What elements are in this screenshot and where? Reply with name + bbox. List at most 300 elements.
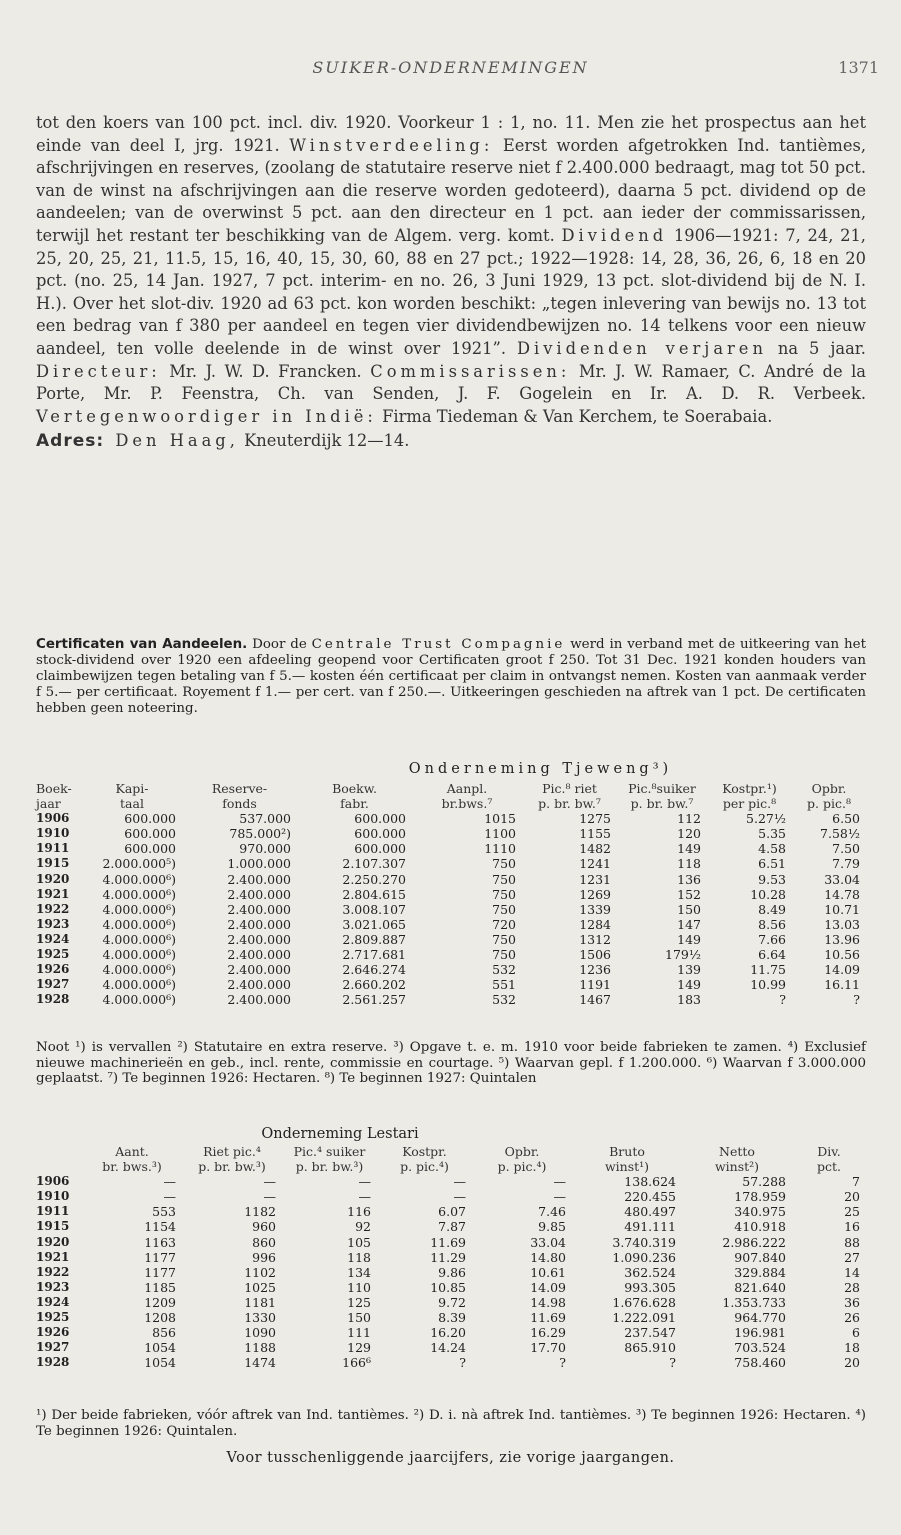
table-cell: 2.646.274	[342, 962, 406, 978]
table-cell: 1110	[484, 841, 516, 857]
table-cell: 14.80	[530, 1249, 566, 1265]
table-cell: 2.804.615	[342, 886, 406, 902]
table-cell: 36	[844, 1294, 860, 1310]
table-cell: 13.96	[824, 931, 860, 947]
column-header: Div.	[817, 1144, 841, 1159]
table-row	[36, 1250, 866, 1265]
table-cell: 4.58	[758, 841, 786, 857]
table-row	[36, 826, 866, 841]
table-cell: 551	[492, 977, 516, 993]
year-cell: 1921	[36, 1249, 70, 1264]
table-cell: 118	[347, 1249, 371, 1265]
year-cell: 1925	[36, 1310, 70, 1325]
table-cell: 7	[852, 1174, 860, 1190]
table-cell: 600.000	[124, 826, 176, 842]
table-cell: 1.222.091	[612, 1310, 676, 1326]
table-cell: 4.000.000⁶)	[102, 962, 176, 978]
table-cell: 750	[492, 886, 516, 902]
table-cell: 750	[492, 947, 516, 963]
table-cell: 2.561.257	[342, 992, 406, 1008]
table-cell: 1025	[244, 1279, 276, 1295]
year-cell: 1911	[36, 1204, 70, 1219]
label-directeur: Directeur:	[36, 361, 161, 381]
column-header: Boek-	[36, 781, 72, 796]
text-run: tot den koers van 100 pct. incl. div. 1920. Voorkeur 1 : 1, no. 11. Men zie het prospectus aan het einde van deel I, jrg. 1921.	[36, 113, 866, 155]
table-cell: 970.000	[239, 841, 291, 857]
label-vertegenwoordiger: Vertegenwoordiger in Indië:	[36, 406, 377, 426]
table-cell: 8.56	[758, 916, 786, 932]
year-cell: 1906	[36, 811, 70, 826]
table-cell: —	[358, 1174, 371, 1190]
table-cell: 1185	[144, 1279, 176, 1295]
table-cell: ?	[779, 992, 786, 1008]
table-cell: 14.09	[824, 962, 860, 978]
text-run: Eerst worden afgetrokken Ind. tantièmes, afschrijvingen en reserves, (zoolang de statutaire reserve niet f 2.400.000 bedraagt, mag tot 50 pct. van de winst na afschrijvingen aan die reserve worden gedoteerd), daarna 5 pct. dividend op de aandeelen; van de overwinst 5 pct. aan den directeur en 1 pct. aan ieder der commissarissen, terwijl het restant ter beschikking van de Algem. verg. komt.	[36, 135, 866, 245]
table-cell: 26	[844, 1310, 860, 1326]
table-cell: 27	[844, 1249, 860, 1265]
table2-notes	[36, 1408, 866, 1439]
table-cell: 11.29	[430, 1249, 466, 1265]
column-header: Aant.	[115, 1144, 149, 1159]
table-row	[36, 1174, 866, 1189]
year-cell: 1924	[36, 1294, 70, 1309]
table-row	[36, 1340, 866, 1355]
table-cell: 1231	[579, 871, 611, 887]
table-cell: 8.49	[758, 901, 786, 917]
table-cell: 1182	[244, 1204, 276, 1220]
table-row	[36, 856, 866, 871]
label-adres: Adres:	[36, 431, 105, 452]
table-cell: 3.740.319	[612, 1234, 676, 1250]
table-cell: 821.640	[734, 1279, 786, 1295]
table-row	[36, 1295, 866, 1310]
table1-notes	[36, 1040, 866, 1087]
table-cell: 13.03	[824, 916, 860, 932]
table1-group-header: Onderneming Tjeweng³)	[408, 761, 673, 777]
year-cell: 1926	[36, 1325, 70, 1340]
table-cell: 16	[844, 1219, 860, 1235]
column-header: fonds	[222, 796, 257, 812]
table-cell: 1474	[244, 1355, 276, 1371]
table-cell: 10.56	[824, 947, 860, 963]
table-cell: 120	[677, 826, 701, 842]
trust-company-name: Centrale Trust Compagnie	[311, 637, 566, 652]
column-header	[36, 1159, 82, 1174]
table-cell: 1275	[579, 811, 611, 827]
table2-title: Onderneming Lestari	[261, 1126, 419, 1142]
table-cell: 9.53	[758, 871, 786, 887]
table-cell: 553	[152, 1204, 176, 1220]
table-cell: 7.87	[438, 1219, 466, 1235]
table-body	[36, 1174, 866, 1370]
table-cell: 178.959	[734, 1189, 786, 1205]
table-cell: 152	[677, 886, 701, 902]
table-cell: 11.75	[750, 962, 786, 978]
table-cell: ?	[459, 1355, 466, 1371]
table-cell: 1100	[484, 826, 516, 842]
table-cell: 1269	[579, 886, 611, 902]
table-cell: 720	[492, 916, 516, 932]
year-cell: 1915	[36, 1219, 70, 1234]
table-row	[36, 947, 866, 962]
table-row	[36, 1310, 866, 1325]
page-number: 1371	[838, 58, 879, 77]
table-cell: 3.008.107	[342, 901, 406, 917]
year-cell: 1927	[36, 1340, 70, 1355]
table-cell: 237.547	[624, 1325, 676, 1341]
column-header: p. br. bw.⁷	[538, 796, 601, 812]
column-header: Netto	[719, 1144, 755, 1159]
table-cell: 2.986.222	[722, 1234, 786, 1250]
table-row	[36, 917, 866, 932]
column-header: Pic.⁸ riet	[542, 781, 597, 796]
year-cell: 1920	[36, 871, 70, 886]
table-cell: 785.000²)	[229, 826, 291, 842]
table-cell: 964.770	[734, 1310, 786, 1326]
year-cell: 1922	[36, 901, 70, 916]
table-cell: 6	[852, 1325, 860, 1341]
table-cell: 6.07	[438, 1204, 466, 1220]
table-cell: 25	[844, 1204, 860, 1220]
year-cell: 1910	[36, 826, 70, 841]
table-row	[36, 1204, 866, 1219]
table-cell: 11.69	[530, 1310, 566, 1326]
column-header: p. br. bw.³)	[198, 1159, 266, 1175]
year-cell: 1928	[36, 992, 70, 1007]
column-header: Pic.⁸suiker	[628, 781, 696, 796]
table-cell: 4.000.000⁶)	[102, 992, 176, 1008]
table-cell: 129	[347, 1340, 371, 1356]
table-cell: 2.400.000	[227, 871, 291, 887]
column-header: p. pic.⁴)	[497, 1159, 547, 1175]
column-header: Aanpl.	[446, 781, 488, 796]
table-cell: 4.000.000⁶)	[102, 947, 176, 963]
table-cell: 1506	[579, 947, 611, 963]
table-cell: 1312	[579, 931, 611, 947]
table-cell: 1330	[244, 1310, 276, 1326]
page-header	[0, 58, 901, 82]
table-cell: 600.000	[354, 811, 406, 827]
table-row	[36, 887, 866, 902]
table-cell: 2.809.887	[342, 931, 406, 947]
table-cell: 57.288	[742, 1174, 786, 1190]
table-cell: 11.69	[430, 1234, 466, 1250]
table-cell: 532	[492, 992, 516, 1008]
table-cell: 1154	[144, 1219, 176, 1235]
paragraph	[36, 637, 866, 717]
column-header: taal	[120, 796, 144, 812]
column-header: Opbr.	[504, 1144, 540, 1159]
table-cell: 134	[347, 1264, 371, 1280]
year-cell: 1925	[36, 947, 70, 962]
table-cell: 149	[677, 841, 701, 857]
table-cell: 2.400.000	[227, 931, 291, 947]
table-cell: —	[163, 1189, 176, 1205]
table-cell: 4.000.000⁶)	[102, 916, 176, 932]
table-cell: 116	[347, 1204, 371, 1220]
table-cell: 2.660.202	[342, 977, 406, 993]
table-lestari	[36, 1144, 866, 1370]
table-row	[36, 872, 866, 887]
table-cell: 9.72	[438, 1294, 466, 1310]
table-cell: 6.64	[758, 947, 786, 963]
table-row	[36, 1355, 866, 1370]
column-header: Kostpr.¹)	[722, 781, 777, 796]
table-header	[36, 781, 866, 811]
table-cell: 2.250.270	[342, 871, 406, 887]
table-row	[36, 1280, 866, 1295]
table-cell: 33.04	[530, 1234, 566, 1250]
column-header: p. br. bw.⁷	[630, 796, 694, 812]
table-cell: 1.000.000	[227, 856, 291, 872]
column-header: Riet pic.⁴	[203, 1144, 261, 1159]
table-cell: 136	[677, 871, 701, 887]
table-cell: —	[453, 1189, 466, 1205]
table-cell: 491.111	[624, 1219, 676, 1235]
footer-note: Voor tusschenliggende jaarcijfers, zie vorige jaargangen.	[226, 1450, 675, 1466]
header-row	[36, 781, 866, 796]
table-cell: 10.61	[530, 1264, 566, 1280]
table-body	[36, 811, 866, 1007]
table-cell: 10.71	[824, 901, 860, 917]
table-cell: 1482	[579, 841, 611, 857]
table-cell: —	[453, 1174, 466, 1190]
table-cell: —	[263, 1174, 276, 1190]
table-cell: 4.000.000⁶)	[102, 901, 176, 917]
company-description	[36, 112, 866, 453]
table-cell: 996	[252, 1249, 276, 1265]
table-cell: 183	[677, 992, 701, 1008]
table-cell: 1209	[144, 1294, 176, 1310]
table-cell: 1.090.236	[612, 1249, 676, 1265]
table-cell: 111	[347, 1325, 371, 1341]
label-dividenden: Dividenden verjaren	[516, 338, 767, 358]
table-cell: 112	[677, 811, 701, 827]
header-row	[36, 796, 866, 811]
table-cell: 118	[677, 856, 701, 872]
table-cell: 5.35	[758, 826, 786, 842]
table-cell: 7.66	[758, 931, 786, 947]
table-cell: 750	[492, 901, 516, 917]
column-header	[36, 1144, 82, 1159]
table-cell: 1.353.733	[722, 1294, 786, 1310]
certificates-title: Certificaten van Aandeelen.	[36, 637, 248, 652]
address-city: Den Haag,	[115, 431, 239, 451]
table-cell: 1188	[244, 1340, 276, 1356]
table-cell: 9.85	[538, 1219, 566, 1235]
table-row	[36, 1219, 866, 1234]
year-cell: 1922	[36, 1264, 70, 1279]
table-cell: 2.400.000	[227, 977, 291, 993]
running-title: SUIKER-ONDERNEMINGEN	[312, 58, 589, 77]
table-cell: 750	[492, 856, 516, 872]
table-cell: —	[163, 1174, 176, 1190]
table-cell: 1191	[579, 977, 611, 993]
table-cell: 16.29	[530, 1325, 566, 1341]
table-cell: 537.000	[239, 811, 291, 827]
column-header: Kostpr.	[402, 1144, 447, 1159]
table-cell: 16.20	[430, 1325, 466, 1341]
table-cell: 2.107.307	[342, 856, 406, 872]
year-cell: 1906	[36, 1174, 70, 1189]
table-cell: 5.27½	[746, 811, 786, 827]
year-cell: 1920	[36, 1234, 70, 1249]
table-cell: 2.400.000	[227, 947, 291, 963]
header-row	[36, 1159, 866, 1174]
table-cell: 150	[677, 901, 701, 917]
table-cell: 2.400.000	[227, 901, 291, 917]
paragraph	[36, 112, 866, 428]
table-row	[36, 1325, 866, 1340]
table-cell: 1155	[579, 826, 611, 842]
table-cell: 1181	[244, 1294, 276, 1310]
column-header: winst¹)	[604, 1159, 650, 1175]
table-cell: 993.305	[624, 1279, 676, 1295]
table-cell: 17.70	[530, 1340, 566, 1356]
table-cell: 1467	[579, 992, 611, 1008]
label-commissarissen: Commissarissen:	[370, 361, 571, 381]
table-cell: 750	[492, 931, 516, 947]
table-cell: 14	[844, 1264, 860, 1280]
column-header: Reserve-	[211, 781, 268, 796]
table-cell: 138.624	[624, 1174, 676, 1190]
year-cell: 1910	[36, 1189, 70, 1204]
table-cell: 1177	[144, 1264, 176, 1280]
year-cell: 1923	[36, 1279, 70, 1294]
table-row	[36, 962, 866, 977]
table-cell: 1208	[144, 1310, 176, 1326]
table-header	[36, 1144, 866, 1174]
table-cell: —	[553, 1174, 566, 1190]
table-cell: 9.86	[438, 1264, 466, 1280]
table-cell: 92	[355, 1219, 371, 1235]
table-cell: 1236	[579, 962, 611, 978]
table-cell: 2.717.681	[342, 947, 406, 963]
table-cell: 2.400.000	[227, 886, 291, 902]
table-cell: 14.78	[824, 886, 860, 902]
table-cell: ?	[853, 992, 860, 1008]
table-cell: 907.840	[734, 1249, 786, 1265]
address-street: Kneuterdijk 12—14.	[244, 431, 410, 451]
table-cell: 480.497	[624, 1204, 676, 1220]
table-cell: 3.021.065	[342, 916, 406, 932]
table-cell: 1102	[244, 1264, 276, 1280]
table-cell: 6.50	[832, 811, 860, 827]
table-cell: 703.524	[734, 1340, 786, 1356]
table-row	[36, 977, 866, 992]
table-cell: 139	[677, 962, 701, 978]
table-cell: 2.400.000	[227, 962, 291, 978]
header-row	[36, 1144, 866, 1159]
text-run: 1906—1921: 7, 24, 21, 25, 20, 25, 21, 11.5, 15, 16, 40, 15, 30, 60, 88 en 27 pct.; 1922—1928: 14, 28, 36, 26, 6, 18 en 20 pct. (no. 25, 14 Jan. 1927, 7 pct. interim- en no. 26, 3 Juni 1929, 13 pct. slot-dividend bij de N. I. H.). Over het slot-div. 1920 ad 63 pct. kon worden beschikt: „tegen inlevering van bewijs no. 13 tot een bedrag van f 380 per aandeel en tegen vier dividendbewijzen no. 14 telkens voor een nieuw aandeel, ten volle deelende in de winst over 1921”.	[36, 225, 866, 358]
table-cell: 532	[492, 962, 516, 978]
table-cell: 20	[844, 1189, 860, 1205]
column-header: per pic.⁸	[722, 796, 777, 812]
table-cell: 166⁶	[342, 1355, 371, 1371]
table-cell: 600.000	[354, 826, 406, 842]
year-cell: 1928	[36, 1355, 70, 1370]
table-cell: 1339	[579, 901, 611, 917]
table-cell: 2.400.000	[227, 916, 291, 932]
label-winstverdeeling: Winstverdeeling:	[289, 135, 494, 155]
column-header: br.bws.⁷	[441, 796, 493, 812]
year-cell: 1926	[36, 962, 70, 977]
table-tjeweng	[36, 781, 866, 1007]
table-cell: 960	[252, 1219, 276, 1235]
table-cell: 149	[677, 931, 701, 947]
column-header: Boekw.	[332, 781, 377, 796]
column-header: Opbr.	[811, 781, 847, 796]
year-cell: 1915	[36, 856, 70, 871]
text-run: na 5 jaar.	[777, 338, 866, 358]
text-run: werd in verband met de uitkeering van het stock-dividend over 1920 een afdeeling geopend voor Certificaten groot f 250. Tot 31 Dec. 1921 konden houders van claimbewijzen tegen betaling van f 5.— kosten één certificaat per claim in ontvangst nemen. Kosten van aanmaak verder f 5.— per certificaat. Royement f 1.— per cert. van f 250.—. Uitkeeringen geschieden na aftrek van 1 pct. De certificaten hebben geen noteering.	[36, 637, 866, 716]
table-cell: 2.000.000⁵)	[102, 856, 176, 872]
table-cell: 1241	[579, 856, 611, 872]
table-cell: 4.000.000⁶)	[102, 931, 176, 947]
column-header: Kapi-	[115, 781, 149, 796]
table-cell: 7.58½	[820, 826, 860, 842]
table-cell: 4.000.000⁶)	[102, 977, 176, 993]
year-cell: 1911	[36, 841, 70, 856]
table-row	[36, 992, 866, 1007]
table-cell: 125	[347, 1294, 371, 1310]
table-cell: 10.99	[750, 977, 786, 993]
table-cell: 600.000	[354, 841, 406, 857]
table-cell: ?	[559, 1355, 566, 1371]
table-cell: 4.000.000⁶)	[102, 886, 176, 902]
column-header: jaar	[36, 796, 61, 812]
table-cell: 1163	[144, 1234, 176, 1250]
table-cell: 150	[347, 1310, 371, 1326]
table-cell: —	[358, 1189, 371, 1205]
notes-text: Noot ¹) is vervallen ²) Statutaire en extra reserve. ³) Opgave t. e. m. 1910 voor beide fabrieken te zamen. ⁴) Exclusief nieuwe machinerieën en geb., incl. rente, commissie en courtage. ⁵) Waarvan gepl. f 1.200.000. ⁶) Waarvan f 3.000.000 geplaatst. ⁷) Te beginnen 1926: Hectaren. ⁸) Te beginnen 1927: Quintalen	[36, 1040, 866, 1086]
table-cell: 410.918	[734, 1219, 786, 1235]
table-cell: 758.460	[734, 1355, 786, 1371]
table-cell: 2.400.000	[227, 992, 291, 1008]
column-header: p. pic.⁸	[807, 796, 851, 812]
table-cell: 10.85	[430, 1279, 466, 1295]
table-cell: 7.46	[538, 1204, 566, 1220]
column-header: fabr.	[340, 796, 369, 812]
table-cell: 16.11	[824, 977, 860, 993]
table-row	[36, 932, 866, 947]
table-cell: 33.04	[824, 871, 860, 887]
table-row	[36, 1235, 866, 1250]
column-header: Bruto	[609, 1144, 645, 1159]
address-line	[36, 430, 866, 453]
table-row	[36, 902, 866, 917]
text-run: Mr. J. W. D. Francken.	[169, 361, 362, 381]
table-row	[36, 1265, 866, 1280]
table-cell: 105	[347, 1234, 371, 1250]
column-header: p. br. bw.³)	[295, 1159, 364, 1175]
column-header: Pic.⁴ suiker	[293, 1144, 366, 1159]
table-cell: 1284	[579, 916, 611, 932]
table-cell: 20	[844, 1355, 860, 1371]
table-cell: —	[263, 1189, 276, 1205]
table-cell: ?	[669, 1355, 676, 1371]
text-run: Mr. J. W. Ramaer, C. André de la Porte, Mr. P. Feenstra, Ch. van Senden, J. F. Gogelein en Ir. A. D. R. Verbeek.	[36, 361, 866, 404]
table-cell: 110	[347, 1279, 371, 1295]
table-row	[36, 1189, 866, 1204]
table-cell: 1090	[244, 1325, 276, 1341]
table-cell: 750	[492, 871, 516, 887]
column-header: br. bws.³)	[102, 1159, 162, 1175]
table-cell: 7.79	[832, 856, 860, 872]
table-cell: 329.884	[734, 1264, 786, 1280]
table-cell: 600.000	[124, 841, 176, 857]
column-header: pct.	[817, 1159, 841, 1175]
